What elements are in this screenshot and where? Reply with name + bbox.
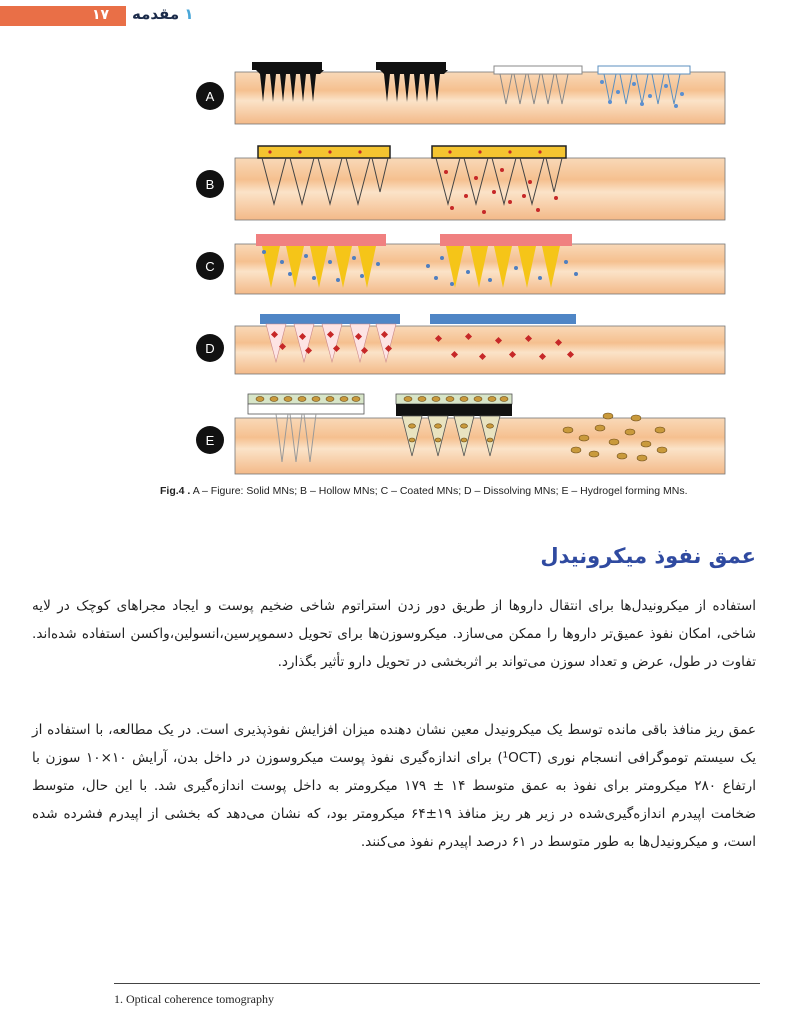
footnote-divider bbox=[114, 983, 760, 984]
chapter-header bbox=[132, 5, 194, 23]
row-label: C bbox=[205, 259, 215, 274]
row-b bbox=[196, 146, 725, 220]
chapter-number: ۱ bbox=[184, 5, 194, 23]
figure-caption bbox=[160, 485, 760, 497]
row-c bbox=[196, 234, 725, 294]
row-label: D bbox=[205, 341, 215, 356]
section-heading: عمق نفوذ میکرونیدل bbox=[540, 544, 756, 568]
row-a bbox=[196, 62, 725, 124]
row-e bbox=[196, 394, 725, 474]
footnote: 1. Optical coherence tomography bbox=[114, 992, 274, 1006]
caption-text: A – Figure: Solid MNs; B – Hollow MNs; C – Coated MNs; D – Dissolving MNs; E – Hydrogel forming MNs. bbox=[192, 485, 688, 497]
row-label: A bbox=[205, 89, 215, 104]
chapter-title: مقدمه bbox=[132, 5, 180, 23]
caption-label: Fig.4 . bbox=[160, 485, 191, 497]
row-label: E bbox=[205, 433, 215, 448]
row-label: B bbox=[205, 177, 215, 192]
row-d bbox=[196, 314, 725, 374]
body-paragraph-2: عمق ریز منافذ باقی مانده توسط یک میکرونیدل معین نشان دهنده میزان افزایش نفوذپذیری است. در یک مطالعه، با استفاده از یک سیستم توموگرافی انسجام نوری (¹OCT) برای اندازه‌گیری نفوذ پوست میکروسوزن در داخل بدن، آرایش ۱۰×۱۰ سوزن با ارتفاع ۲۸۰ میکرومتر برای نفوذ به عمق متوسط ۱۴ ± ۱۷۹ میکرومتر به داخل پوست اندازه‌گیری شد. با این حال، متوسط ضخامت اپیدرم اندازه‌گیری‌شده در زیر هر ریز منافذ ۱۹±۶۴ میکرومتر بود، که نشان می‌دهد که بخشی از اپیدرم فشرده شده است، و میکرونیدل‌ها به طور متوسط در ۶۱ درصد اپیدرم نفوذ می‌کنند. bbox=[32, 722, 756, 850]
microneedle-figure bbox=[190, 52, 750, 482]
body-paragraph-1: استفاده از میکرونیدل‌ها برای انتقال داروها از طریق دور زدن استراتوم شاخی ضخیم پوست و ایجاد مجراهای کوچک در لایه شاخی، امکان نفوذ عمیق‌تر داروها را ممکن می‌سازد. میکروسوزن‌ها برای تحویل دسموپرسین،انسولین،واکسن استفاده شده‌اند. تفاوت در طول، عرض و تعداد سوزن می‌تواند بر اثربخشی در تحویل دارو تأثیر بگذارد. bbox=[32, 598, 756, 670]
skin-layer bbox=[235, 72, 725, 124]
page-number: ۱۷ bbox=[92, 7, 110, 23]
